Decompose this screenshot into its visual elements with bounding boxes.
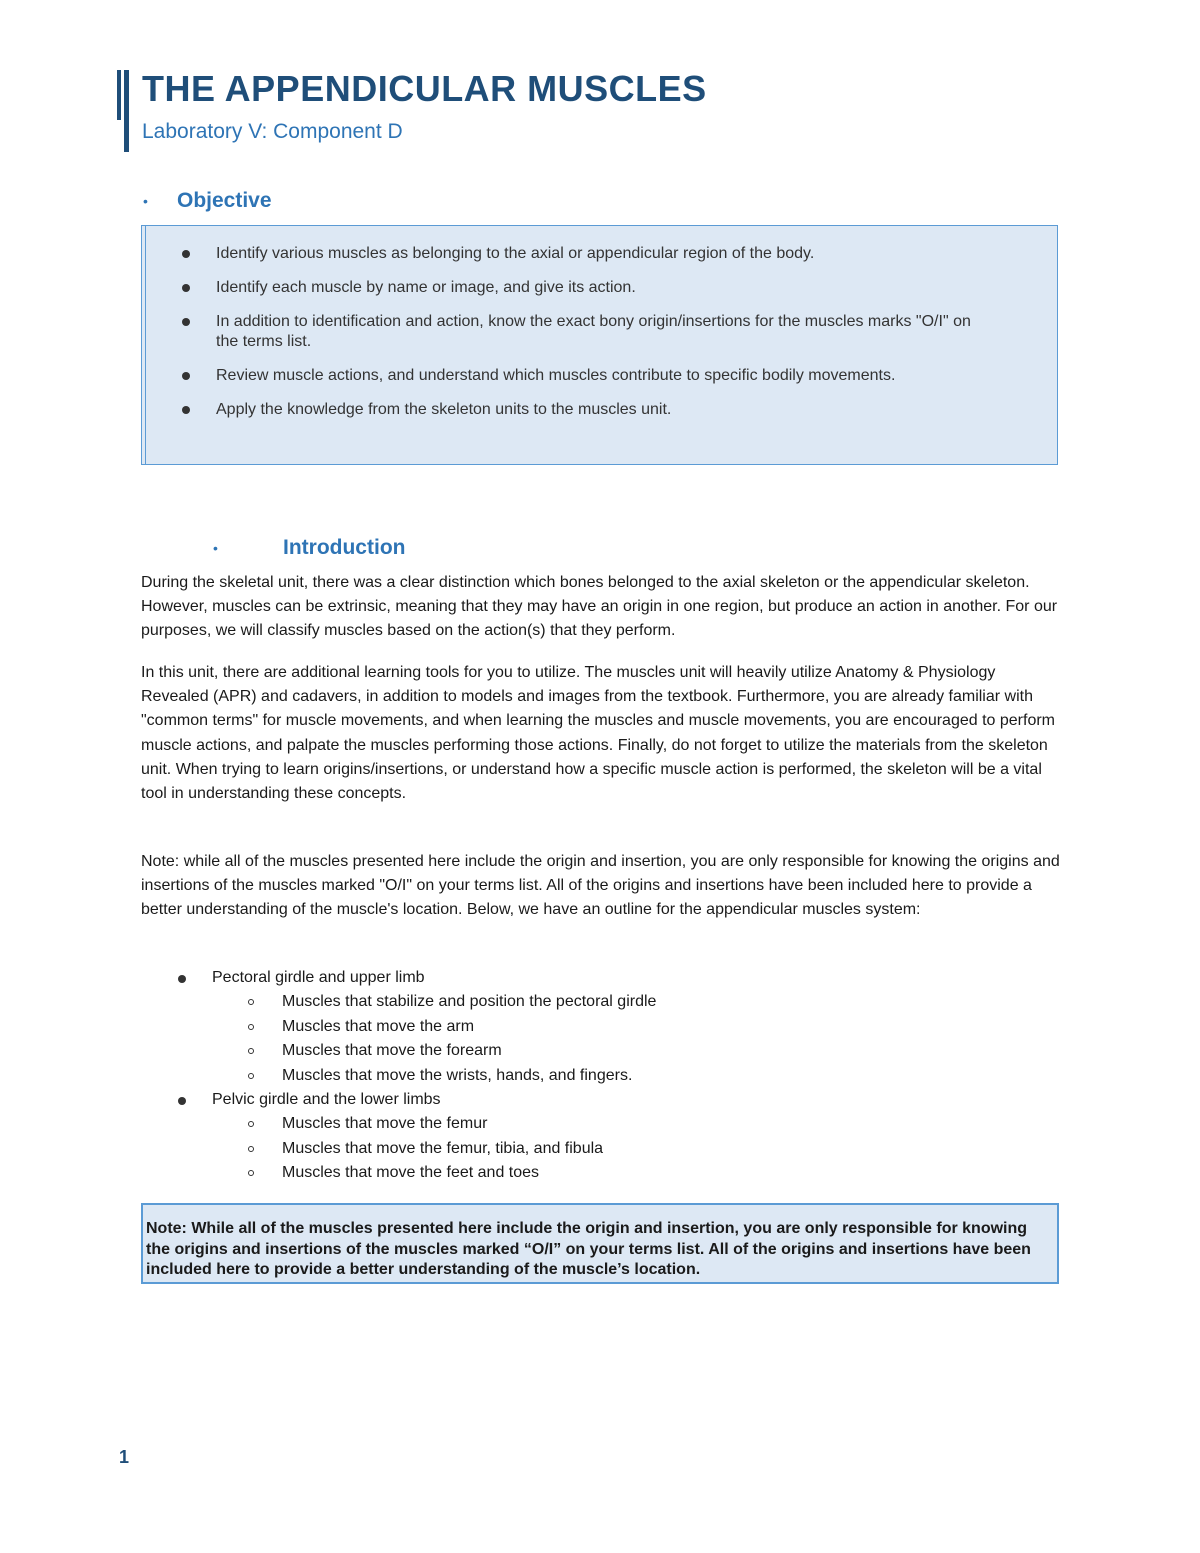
hollow-bullet-icon — [248, 1146, 254, 1152]
introduction-bullet: • — [213, 540, 218, 556]
objective-box — [141, 225, 1058, 465]
intro-paragraph — [141, 850, 1061, 923]
outline-item-label: Pelvic girdle and the lower limbs — [212, 1090, 441, 1108]
page-subtitle: Laboratory V: Component D — [142, 120, 403, 143]
outline-subitem-label: Muscles that move the arm — [282, 1017, 475, 1035]
hollow-bullet-icon — [248, 1121, 254, 1127]
intro-paragraph-text: During the skeletal unit, there was a clear distinction which bones belonged to the axial skeleton or the appendicular skeleton. However, muscles can be extrinsic, meaning that they may have an origin in one region, but produce an action in another. For our purposes, we will classify muscles based on the action(s) that they perform. — [141, 574, 1058, 640]
intro-paragraph-text: Note: while all of the muscles presented here include the origin and insertion, you are only responsible for knowing the origins and insertions of the muscles marked "O/I" on your terms list. All of the origins and insertions have been included here to provide a better understanding of the muscle's location. Below, we have an outline for the appendicular muscles system: — [141, 853, 1060, 919]
note-box — [141, 1203, 1059, 1284]
title-accent-bar-thick — [124, 70, 129, 152]
outline-subitem-label: Muscles that move the wrists, hands, and fingers. — [282, 1066, 633, 1084]
outline-item — [141, 966, 1041, 990]
outline-subitem — [141, 1015, 1041, 1039]
bullet-icon — [182, 284, 190, 292]
outline-item-label: Pectoral girdle and upper limb — [212, 969, 425, 986]
objective-item-text: Review muscle actions, and understand which muscles contribute to specific bodily movements. — [216, 367, 896, 384]
hollow-bullet-icon — [248, 1048, 254, 1054]
objective-item — [142, 278, 1057, 298]
page-title: THE APPENDICULAR MUSCLES — [142, 68, 707, 109]
bullet-icon — [178, 975, 186, 983]
hollow-bullet-icon — [248, 1024, 254, 1030]
objective-item-text: In addition to identification and action, know the exact bony origin/insertions for the muscles marks "O/I" on the terms list. — [216, 313, 971, 350]
intro-paragraph-text: In this unit, there are additional learning tools for you to utilize. The muscles unit will heavily utilize Anatomy & Physiology Revealed (APR) and cadavers, in addition to models and images from the textbook. Furthermore, you are already familiar with "common terms" for muscle movements, and when learning the muscles and muscle movements, you are encouraged to perform muscle actions, and palpate the muscles performing those actions. Finally, do not forget to utilize the materials from the skeleton unit. When trying to learn origins/insertions, or understand how a specific muscle action is performed, the skeleton will be a vital tool in understanding these concepts. — [141, 664, 1055, 803]
outline-subitem-label: Muscles that move the forearm — [282, 1042, 502, 1060]
hollow-bullet-icon — [248, 999, 254, 1005]
objective-item — [142, 366, 1057, 386]
note-text: Note: While all of the muscles presented here include the origin and insertion, you are only responsible for knowing the origins and insertions of the muscles marked “O/I” on your terms list. All of the origins and insertions have been included here to provide a better understanding of the muscle’s location. — [146, 1220, 1031, 1278]
objective-item-text: Identify each muscle by name or image, and give its action. — [216, 279, 636, 296]
outline-subitem — [141, 1137, 1041, 1161]
title-accent-bars — [117, 70, 131, 152]
hollow-bullet-icon — [248, 1073, 254, 1079]
outline-subitem-label: Muscles that move the femur — [282, 1115, 488, 1133]
outline-subitem-label: Muscles that move the femur, tibia, and fibula — [282, 1139, 604, 1157]
outline-item — [141, 1088, 1041, 1112]
objective-item — [142, 400, 1057, 420]
objective-item — [142, 244, 1057, 264]
bullet-icon — [182, 372, 190, 380]
introduction-heading: Introduction — [283, 536, 406, 559]
title-accent-bar-thin — [117, 70, 121, 120]
outline-subitem-label: Muscles that stabilize and position the pectoral girdle — [282, 993, 657, 1011]
outline-subitem — [141, 1064, 1041, 1088]
outline-subitem — [141, 990, 1041, 1014]
intro-paragraph — [141, 661, 1061, 806]
objective-list — [142, 244, 1057, 434]
bullet-icon — [178, 1097, 186, 1105]
appendicular-outline — [141, 966, 1041, 1186]
bullet-icon — [182, 318, 190, 326]
objective-bullet: • — [143, 193, 148, 209]
objective-item-text: Apply the knowledge from the skeleton units to the muscles unit. — [216, 401, 672, 418]
objective-heading: Objective — [177, 189, 272, 212]
bullet-icon — [182, 250, 190, 258]
objective-item — [142, 312, 1057, 352]
outline-subitem — [141, 1039, 1041, 1063]
intro-paragraph — [141, 571, 1061, 644]
hollow-bullet-icon — [248, 1170, 254, 1176]
objective-item-text: Identify various muscles as belonging to the axial or appendicular region of the body. — [216, 245, 815, 262]
outline-subitem — [141, 1112, 1041, 1136]
bullet-icon — [182, 406, 190, 414]
outline-subitem — [141, 1161, 1041, 1185]
page-number: 1 — [119, 1447, 130, 1467]
outline-subitem-label: Muscles that move the feet and toes — [282, 1164, 540, 1182]
